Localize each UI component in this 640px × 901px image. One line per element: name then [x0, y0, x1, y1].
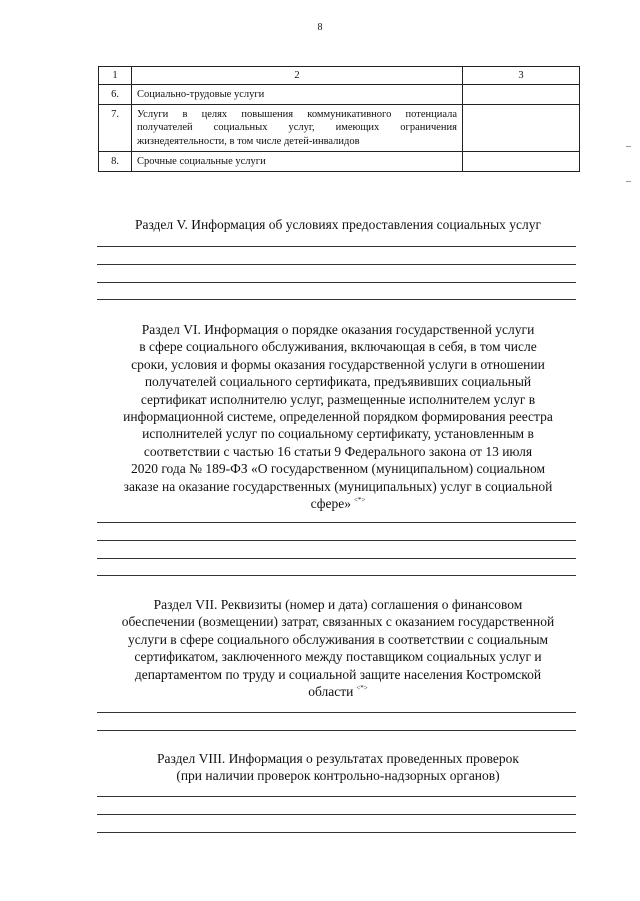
fill-line — [97, 540, 576, 541]
footnote-marker: <*> — [353, 496, 366, 505]
table-row — [99, 151, 580, 171]
section-7-last-line — [100, 683, 576, 703]
section-6-line: исполнителей услуг по социальному сертификату, установленным в — [142, 426, 534, 442]
fill-line — [97, 558, 576, 559]
section-6-line: сфере» — [310, 496, 351, 512]
fill-line — [97, 832, 576, 833]
section-5-title-text: Раздел V. Информация об условиях предоставления социальных услуг — [134, 217, 542, 232]
section-6-title — [100, 321, 576, 515]
section-6-line: Раздел VI. Информация о порядке оказания государственной услуги — [141, 322, 535, 337]
row-number: 6. — [99, 85, 132, 105]
section-7-line: департаментом по труду и социальной защите населения Костромской — [134, 666, 542, 682]
fill-line — [97, 282, 576, 283]
fill-line — [97, 522, 576, 523]
row-value — [463, 151, 580, 171]
margin-mark — [626, 146, 631, 147]
row-service-name: Срочные социальные услуги — [132, 151, 463, 171]
row-number: 8. — [99, 151, 132, 171]
section-6-line: заказе на оказание государственных (муниципальных) услуг в социальной — [123, 478, 553, 494]
section-7-line: Раздел VII. Реквизиты (номер и дата) соглашения о финансовом — [153, 597, 523, 612]
fill-line — [97, 730, 576, 731]
footnote-marker: <*> — [356, 684, 368, 693]
section-7-line: обеспечении (возмещении) затрат, связанных с оказанием государственной — [121, 614, 555, 630]
section-6-line: получателей социального сертификата, предъявивших социальный — [144, 374, 532, 390]
row-service-name: Услуги в целях повышения коммуникативного потенциала получателей социальных услуг, имеющих ограничения жизнедеятельности, в том числе детей-инвалидов — [132, 105, 463, 151]
table-header-cell: 2 — [132, 67, 463, 85]
fill-line — [97, 712, 576, 713]
section-8-line: Раздел VIII. Информация о результатах проведенных проверок — [157, 751, 519, 766]
margin-mark — [626, 181, 631, 182]
fill-line — [97, 246, 576, 247]
section-7-line: услуги в сфере социального обслуживания в соответствии с социальным — [127, 631, 549, 647]
table-header-cell: 1 — [99, 67, 132, 85]
row-value — [463, 85, 580, 105]
section-7-title — [100, 596, 576, 703]
fill-line — [97, 796, 576, 797]
section-6-line: соответствии с частью 16 статьи 9 Федерального закона от 13 июля — [143, 443, 533, 459]
fill-line — [97, 264, 576, 265]
section-7-line: сертификатом, заключенного между поставщиком социальных услуг и — [134, 649, 542, 665]
table-header-row — [99, 67, 580, 85]
section-6-last-line — [100, 495, 576, 515]
section-6-line: сроки, условия и формы оказания государственной услуги в отношении — [131, 356, 545, 372]
section-7-line: области — [308, 684, 354, 700]
table-row — [99, 85, 580, 105]
fill-line — [97, 299, 576, 300]
section-6-line: информационной системе, определенной порядком формирования реестра — [123, 409, 553, 425]
section-6-line: 2020 года № 189-ФЗ «О государственном (муниципальном) социальном — [130, 461, 545, 477]
row-number: 7. — [99, 105, 132, 151]
fill-line — [97, 575, 576, 576]
section-5-title — [100, 216, 576, 233]
row-service-name: Социально-трудовые услуги — [132, 85, 463, 105]
fill-line — [97, 814, 576, 815]
section-8-title — [100, 750, 576, 785]
table-row — [99, 105, 580, 151]
row-value — [463, 105, 580, 151]
page-number: 8 — [317, 22, 323, 33]
table-header-cell: 3 — [463, 67, 580, 85]
section-8-line: (при наличии проверок контрольно-надзорных органов) — [176, 768, 500, 784]
section-6-line: сертификат исполнителю услуг, размещенные исполнителем услуг в — [140, 391, 536, 407]
services-table — [98, 66, 580, 172]
section-6-line: в сфере социального обслуживания, включающая в себя, в том числе — [139, 339, 537, 355]
